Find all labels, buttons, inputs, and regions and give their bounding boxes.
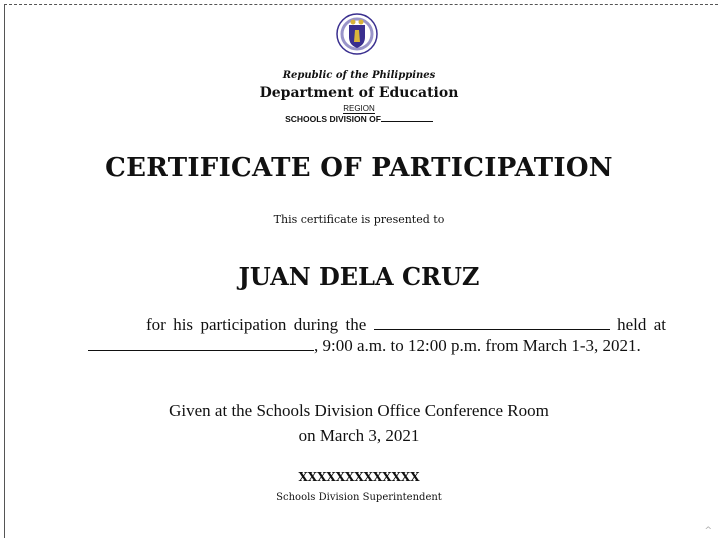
participation-paragraph [88, 314, 666, 356]
held-at-label: held at [617, 315, 666, 334]
given-at-block [0, 398, 718, 448]
time-date-text: , 9:00 a.m. to 12:00 p.m. from March 1-3, 2021. [314, 336, 641, 355]
presented-to-text: This certificate is presented to [273, 213, 445, 226]
region-label: REGION [343, 104, 375, 113]
division-line [0, 114, 718, 124]
division-label: SCHOOLS DIVISION OF [285, 114, 381, 124]
certificate-title: CERTIFICATE OF PARTICIPATION [105, 153, 613, 183]
department-text: Department of Education [259, 85, 459, 101]
signatory-position: Schools Division Superintendent [276, 492, 442, 503]
participation-line1: for his participation during the [146, 315, 367, 334]
event-blank [374, 315, 610, 330]
given-line2: on March 3, 2021 [298, 426, 420, 445]
page-top-border [4, 4, 718, 5]
signatory-name: XXXXXXXXXXXXX [298, 470, 420, 484]
division-blank [381, 121, 433, 122]
recipient-name: JUAN DELA CRUZ [238, 262, 480, 291]
scroll-up-icon[interactable]: ^ [704, 526, 712, 536]
given-line1: Given at the Schools Division Office Conference Room [169, 401, 549, 420]
venue-blank [88, 336, 314, 351]
region-line [0, 104, 718, 114]
deped-seal-icon [336, 12, 378, 60]
republic-text: Republic of the Philippines [282, 70, 436, 81]
